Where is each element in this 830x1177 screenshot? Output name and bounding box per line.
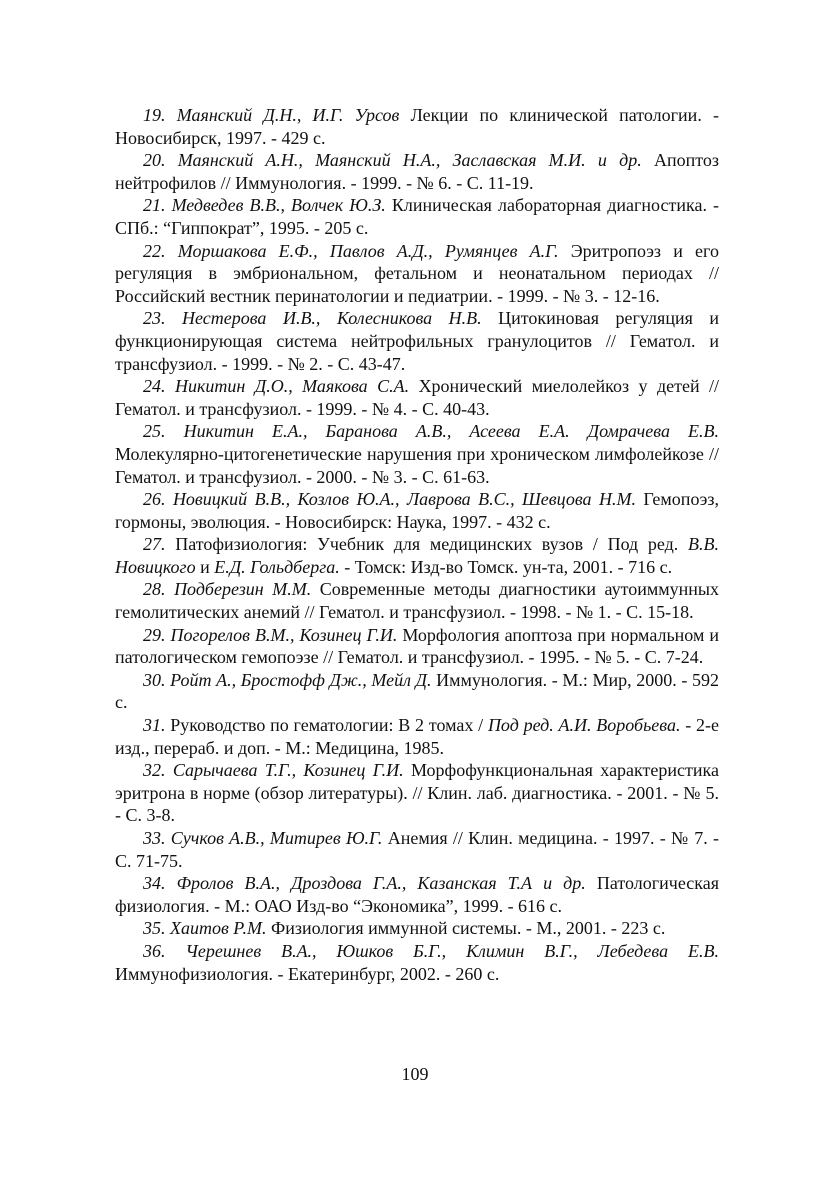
reference-authors: Сарычаева Т.Г., Козинец Г.И. bbox=[172, 760, 404, 781]
reference-entry-31 bbox=[115, 714, 719, 759]
reference-authors: Нестерова И.В., Колесникова Н.В. bbox=[182, 308, 482, 329]
reference-entry-30 bbox=[115, 669, 719, 714]
reference-authors: Никитин Е.А., Баранова А.В., Асеева Е.А. Домрачева Е.В. bbox=[183, 421, 720, 442]
reference-number: 27. bbox=[143, 534, 166, 555]
reference-entry-28 bbox=[115, 578, 719, 623]
reference-authors: Маянский Д.Н., И.Г. Урсов bbox=[176, 105, 400, 125]
reference-authors: Моршакова Е.Ф., Павлов А.Д., Румянцев А.Г. bbox=[177, 240, 559, 261]
reference-editor: В.В. Новицкого bbox=[115, 534, 720, 577]
reference-list bbox=[115, 104, 719, 985]
reference-text: Апоптоз нейтрофилов // Иммунология. - 1999. - № 6. - С. 11-19. bbox=[115, 150, 720, 193]
reference-text: Иммунология. - М.: Мир, 2000. - 592 с. bbox=[115, 669, 720, 713]
reference-text: Клиническая лабораторная диагностика. - СПб.: “Гиппократ”, 1995. - 205 с. bbox=[115, 195, 719, 238]
reference-number: 21. bbox=[143, 195, 166, 216]
reference-authors: Никитин Д.О., Маякова С.А. bbox=[174, 376, 410, 397]
reference-number: 26. bbox=[143, 489, 166, 510]
reference-authors: Маянский А.Н., Маянский Н.А., Заславская М.И. и др. bbox=[177, 150, 642, 171]
reference-editor: Е.Д. Гольдберга. bbox=[214, 556, 340, 577]
reference-authors: Медведев В.В., Волчек Ю.З. bbox=[171, 195, 386, 216]
reference-number: 25. bbox=[143, 421, 166, 442]
reference-entry-36 bbox=[115, 940, 719, 985]
reference-text: Морфология апоптоза при нормальном и патологическом гемопоэзе // Гематол. и трансфузиол. - 1995. - № 5. - С. 7-24. bbox=[115, 624, 719, 668]
reference-text: Эритропоэз и его регуляция в эмбриональном, фетальном и неонатальном периодах // Российский вестник перинатологии и педиатрии. - 1999. - № 3. - 12-16. bbox=[115, 240, 719, 306]
reference-number: 35. bbox=[143, 918, 166, 939]
reference-authors: Подберезин М.М. bbox=[174, 579, 312, 600]
reference-number: 30. bbox=[143, 669, 166, 690]
reference-number: 24. bbox=[143, 376, 166, 397]
reference-entry-21 bbox=[115, 194, 719, 239]
reference-number: 34. bbox=[143, 873, 166, 894]
reference-number: 20. bbox=[143, 150, 166, 171]
reference-number: 29. bbox=[143, 624, 166, 645]
reference-entry-24 bbox=[115, 375, 719, 420]
reference-entry-25 bbox=[115, 420, 719, 488]
reference-number: 19. bbox=[143, 105, 166, 125]
reference-number: 36. bbox=[143, 940, 166, 961]
reference-entry-26 bbox=[115, 488, 719, 533]
reference-text: Цитокиновая регуляция и функционирующая система нейтрофильных гранулоцитов // Гематол. и трансфузиол. - 1999. - № 2. - С. 43-47. bbox=[115, 308, 720, 374]
reference-number: 23. bbox=[143, 308, 166, 329]
reference-authors: Черешнев В.А., Юшков Б.Г., Климин В.Г., Лебедева Е.В. bbox=[185, 940, 719, 961]
reference-lead: Патофизиология: Учебник для медицинских вузов / Под ред. bbox=[175, 534, 679, 555]
reference-entry-35 bbox=[115, 917, 719, 940]
page-number: 109 bbox=[401, 1064, 429, 1084]
reference-authors: Погорелов В.М., Козинец Г.И. bbox=[170, 624, 398, 645]
reference-text: Иммунофизиология. - Екатеринбург, 2002. - 260 с. bbox=[115, 963, 500, 984]
reference-number: 31. bbox=[143, 715, 166, 736]
reference-text: Гемопоэз, гормоны, эволюция. - Новосибирск: Наука, 1997. - 432 с. bbox=[115, 489, 719, 532]
reference-number: 32. bbox=[143, 760, 166, 781]
reference-entry-23 bbox=[115, 307, 719, 375]
reference-text: Молекулярно-цитогенетические нарушения при хроническом лимфолейкозе // Гематол. и трансфузиол. - 2000. - № 3. - С. 61-63. bbox=[115, 443, 719, 487]
reference-entry-29 bbox=[115, 624, 719, 669]
reference-entry-27 bbox=[115, 533, 719, 578]
reference-editor: Под ред. А.И. Воробьева. bbox=[487, 715, 681, 736]
reference-text: - 2-е изд., перераб. и доп. - М.: Медицина, 1985. bbox=[115, 715, 719, 758]
reference-authors: Хаитов Р.М. bbox=[170, 918, 267, 939]
reference-entry-34 bbox=[115, 872, 719, 917]
reference-authors: Новицкий В.В., Козлов Ю.А., Лаврова В.С., Шевцова Н.М. bbox=[172, 489, 636, 510]
reference-text: Хронический миелолейкоз у детей // Гематол. и трансфузиол. - 1999. - № 4. - С. 40-43. bbox=[115, 376, 720, 419]
reference-text: Патологическая физиология. - М.: ОАО Изд-во “Экономика”, 1999. - 616 с. bbox=[115, 873, 719, 916]
reference-number: 22. bbox=[143, 240, 166, 261]
reference-entry-22 bbox=[115, 240, 719, 308]
reference-text: - Томск: Изд-во Томск. ун-та, 2001. - 716 с. bbox=[344, 556, 673, 577]
reference-entry-33 bbox=[115, 827, 719, 872]
reference-number: 33. bbox=[143, 828, 166, 848]
reference-number: 28. bbox=[143, 579, 166, 600]
reference-text: Анемия // Клин. медицина. - 1997. - № 7. - С. 71-75. bbox=[115, 828, 719, 871]
reference-authors: Ройт А., Бростофф Дж., Мейл Д. bbox=[170, 669, 432, 690]
reference-authors: Фролов В.А., Дроздова Г.А., Казанская Т.А и др. bbox=[176, 873, 586, 894]
reference-authors: Сучков А.В., Митирев Ю.Г. bbox=[170, 828, 383, 848]
reference-joiner: и bbox=[200, 556, 210, 577]
reference-entry-32 bbox=[115, 759, 719, 827]
reference-text: Физиология иммунной системы. - М., 2001. - 223 с. bbox=[271, 918, 666, 939]
reference-text: Современные методы диагностики аутоиммунных гемолитических анемий // Гематол. и трансфузиол. - 1998. - № 1. - С. 15-18. bbox=[115, 579, 719, 623]
reference-text: Морфофункциональная характеристика эритрона в норме (обзор литературы). // Клин. лаб. диагностика. - 2001. - № 5. - С. 3-8. bbox=[115, 760, 719, 826]
reference-entry-20 bbox=[115, 149, 719, 194]
reference-text: Лекции по клинической патологии. - Новосибирск, 1997. - 429 с. bbox=[115, 105, 720, 148]
reference-entry-19 bbox=[115, 104, 719, 149]
reference-lead: Руководство по гематологии: В 2 томах / bbox=[170, 715, 484, 736]
